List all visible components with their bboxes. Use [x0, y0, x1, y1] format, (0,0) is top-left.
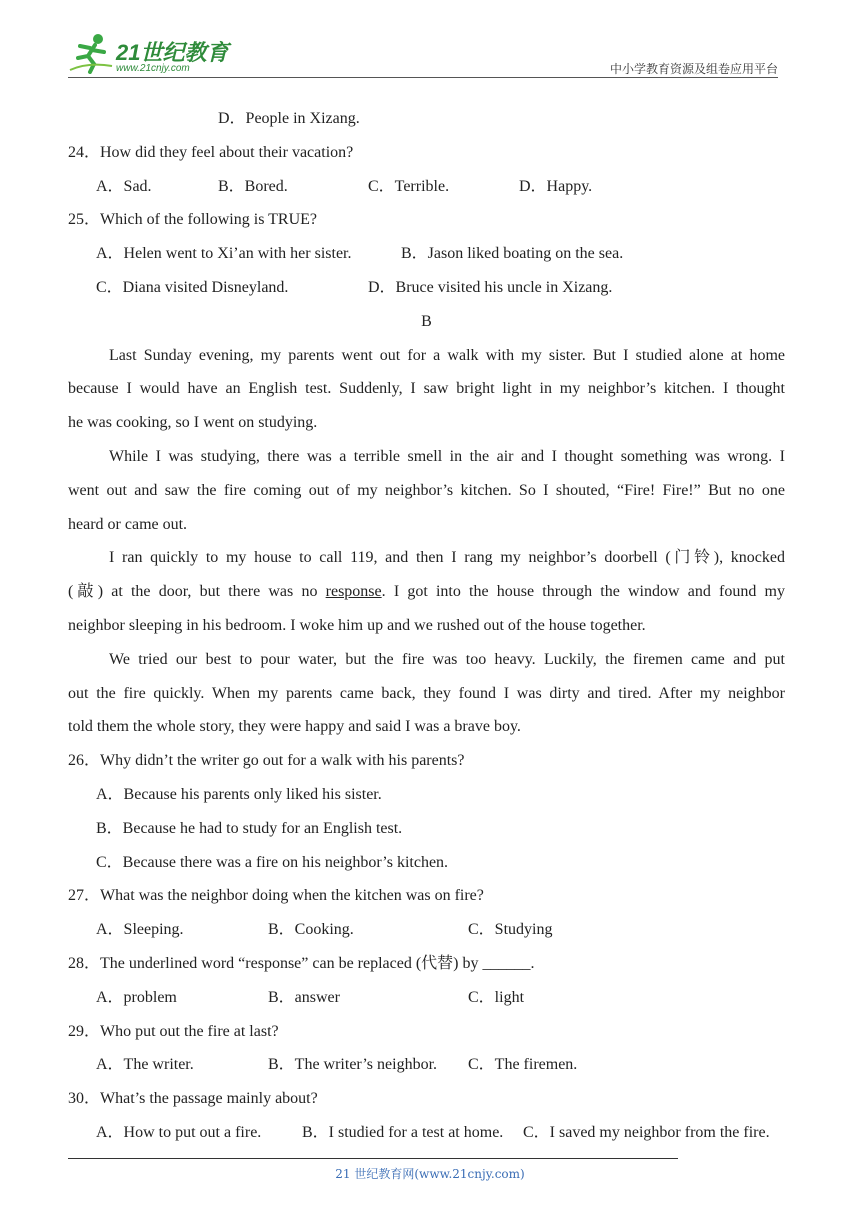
passage-p4-line3: told them the whole story, they were happy and said I was a brave boy.: [68, 718, 521, 736]
header-rule: [68, 77, 778, 78]
passage-p3-line2: [68, 575, 785, 609]
q24-option-d: D．Happy.: [519, 177, 593, 195]
q27-options: [68, 913, 785, 947]
passage-p1-line3: he was cooking, so I went on studying.: [68, 414, 318, 432]
q26-stem: 26．Why didn’t the writer go out for a walk with his parents?: [68, 752, 465, 770]
logo-url: www.21cnjy.com: [116, 63, 190, 74]
q25-option-a: A．Helen went to Xi’an with her sister.: [96, 245, 352, 263]
q26-option-a: A．Because his parents only liked his sister.: [96, 785, 382, 803]
q28-option-a: A．problem: [96, 988, 177, 1006]
q25-option-d: D．Bruce visited his uncle in Xizang.: [368, 278, 613, 296]
passage-p2-line1: While I was studying, there was a terrible smell in the air and I thought something was wrong. I: [109, 447, 785, 465]
passage-p2-line3: heard or came out.: [68, 515, 188, 533]
q23-option-d: D．People in Xizang.: [218, 110, 360, 127]
q24-option-b: B．Bored.: [218, 177, 288, 195]
passage-p3-line1: I ran quickly to my house to call 119, and then I rang my neighbor’s doorbell (门铃), knocked: [109, 549, 785, 567]
section-b-heading: B: [421, 312, 432, 330]
q30-options: [68, 1116, 785, 1150]
q27-option-b: B．Cooking.: [268, 921, 354, 939]
document-body: [68, 102, 785, 1150]
passage-p2-line2: went out and saw the fire coming out of my neighbor’s kitchen. So I shouted, “Fire! Fire!” But no one: [68, 481, 785, 499]
q27-option-c: C．Studying: [468, 921, 553, 939]
q25-options-row2: [68, 271, 785, 305]
page-footer: 21 世纪教育网(www.21cnjy.com): [335, 1167, 525, 1181]
q25-options-row1: [68, 237, 785, 271]
q30-stem: 30．What’s the passage mainly about?: [68, 1090, 318, 1108]
q26-option-c: C．Because there was a fire on his neighbor’s kitchen.: [96, 853, 449, 871]
underlined-word-response: response: [325, 583, 382, 601]
q30-option-c: C．I saved my neighbor from the fire.: [523, 1123, 770, 1141]
q29-stem: 29．Who put out the fire at last?: [68, 1022, 279, 1040]
passage-p3-line2-pre: (敲) at the door, but there was no: [68, 583, 326, 601]
q24-option-c: C．Terrible.: [368, 177, 450, 195]
page-header: [68, 30, 778, 78]
q24-stem: 24．How did they feel about their vacation?: [68, 143, 354, 161]
q28-option-b: B．answer: [268, 988, 340, 1006]
q27-stem: 27．What was the neighbor doing when the kitchen was on fire?: [68, 887, 484, 905]
q30-option-a: A．How to put out a fire.: [96, 1123, 262, 1141]
q24-options: [68, 170, 785, 204]
passage-p1-line1: Last Sunday evening, my parents went out for a walk with my sister. But I studied alone at home: [109, 346, 785, 364]
q25-option-b: B．Jason liked boating on the sea.: [401, 245, 624, 263]
q30-option-b: B．I studied for a test at home.: [302, 1123, 504, 1141]
q28-stem: 28．The underlined word “response” can be replaced (代替) by ______.: [68, 954, 535, 972]
q25-stem: 25．Which of the following is TRUE?: [68, 211, 318, 229]
passage-p3-line3: neighbor sleeping in his bedroom. I woke him up and we rushed out of the house together.: [68, 616, 646, 634]
q29-option-c: C．The firemen.: [468, 1056, 578, 1074]
q25-option-c: C．Diana visited Disneyland.: [96, 278, 289, 296]
passage-p1-line2: because I would have an English test. Suddenly, I saw bright light in my neighbor’s kitchen. I thought: [68, 380, 785, 398]
passage-p3-line2-post: . I got into the house through the window and found my: [381, 583, 785, 601]
q28-options: [68, 981, 785, 1015]
q29-option-a: A．The writer.: [96, 1056, 194, 1074]
passage-p4-line2: out the fire quickly. When my parents came back, they found I was dirty and tired. After my neighbor: [68, 684, 785, 702]
logo: [68, 30, 238, 76]
runner-logo-icon: [68, 32, 114, 74]
q29-options: [68, 1048, 785, 1082]
footer-rule: [68, 1158, 678, 1159]
passage-p4-line1: We tried our best to pour water, but the fire was too heavy. Luckily, the firemen came and put: [109, 650, 785, 668]
q27-option-a: A．Sleeping.: [96, 921, 184, 939]
q26-option-b: B．Because he had to study for an English test.: [96, 819, 403, 837]
q28-option-c: C．light: [468, 988, 525, 1006]
q29-option-b: B．The writer’s neighbor.: [268, 1056, 438, 1074]
logo-text: 21世纪教育: [116, 40, 229, 65]
header-tagline: 中小学教育资源及组卷应用平台: [609, 62, 778, 76]
q24-option-a: A．Sad.: [96, 177, 152, 195]
